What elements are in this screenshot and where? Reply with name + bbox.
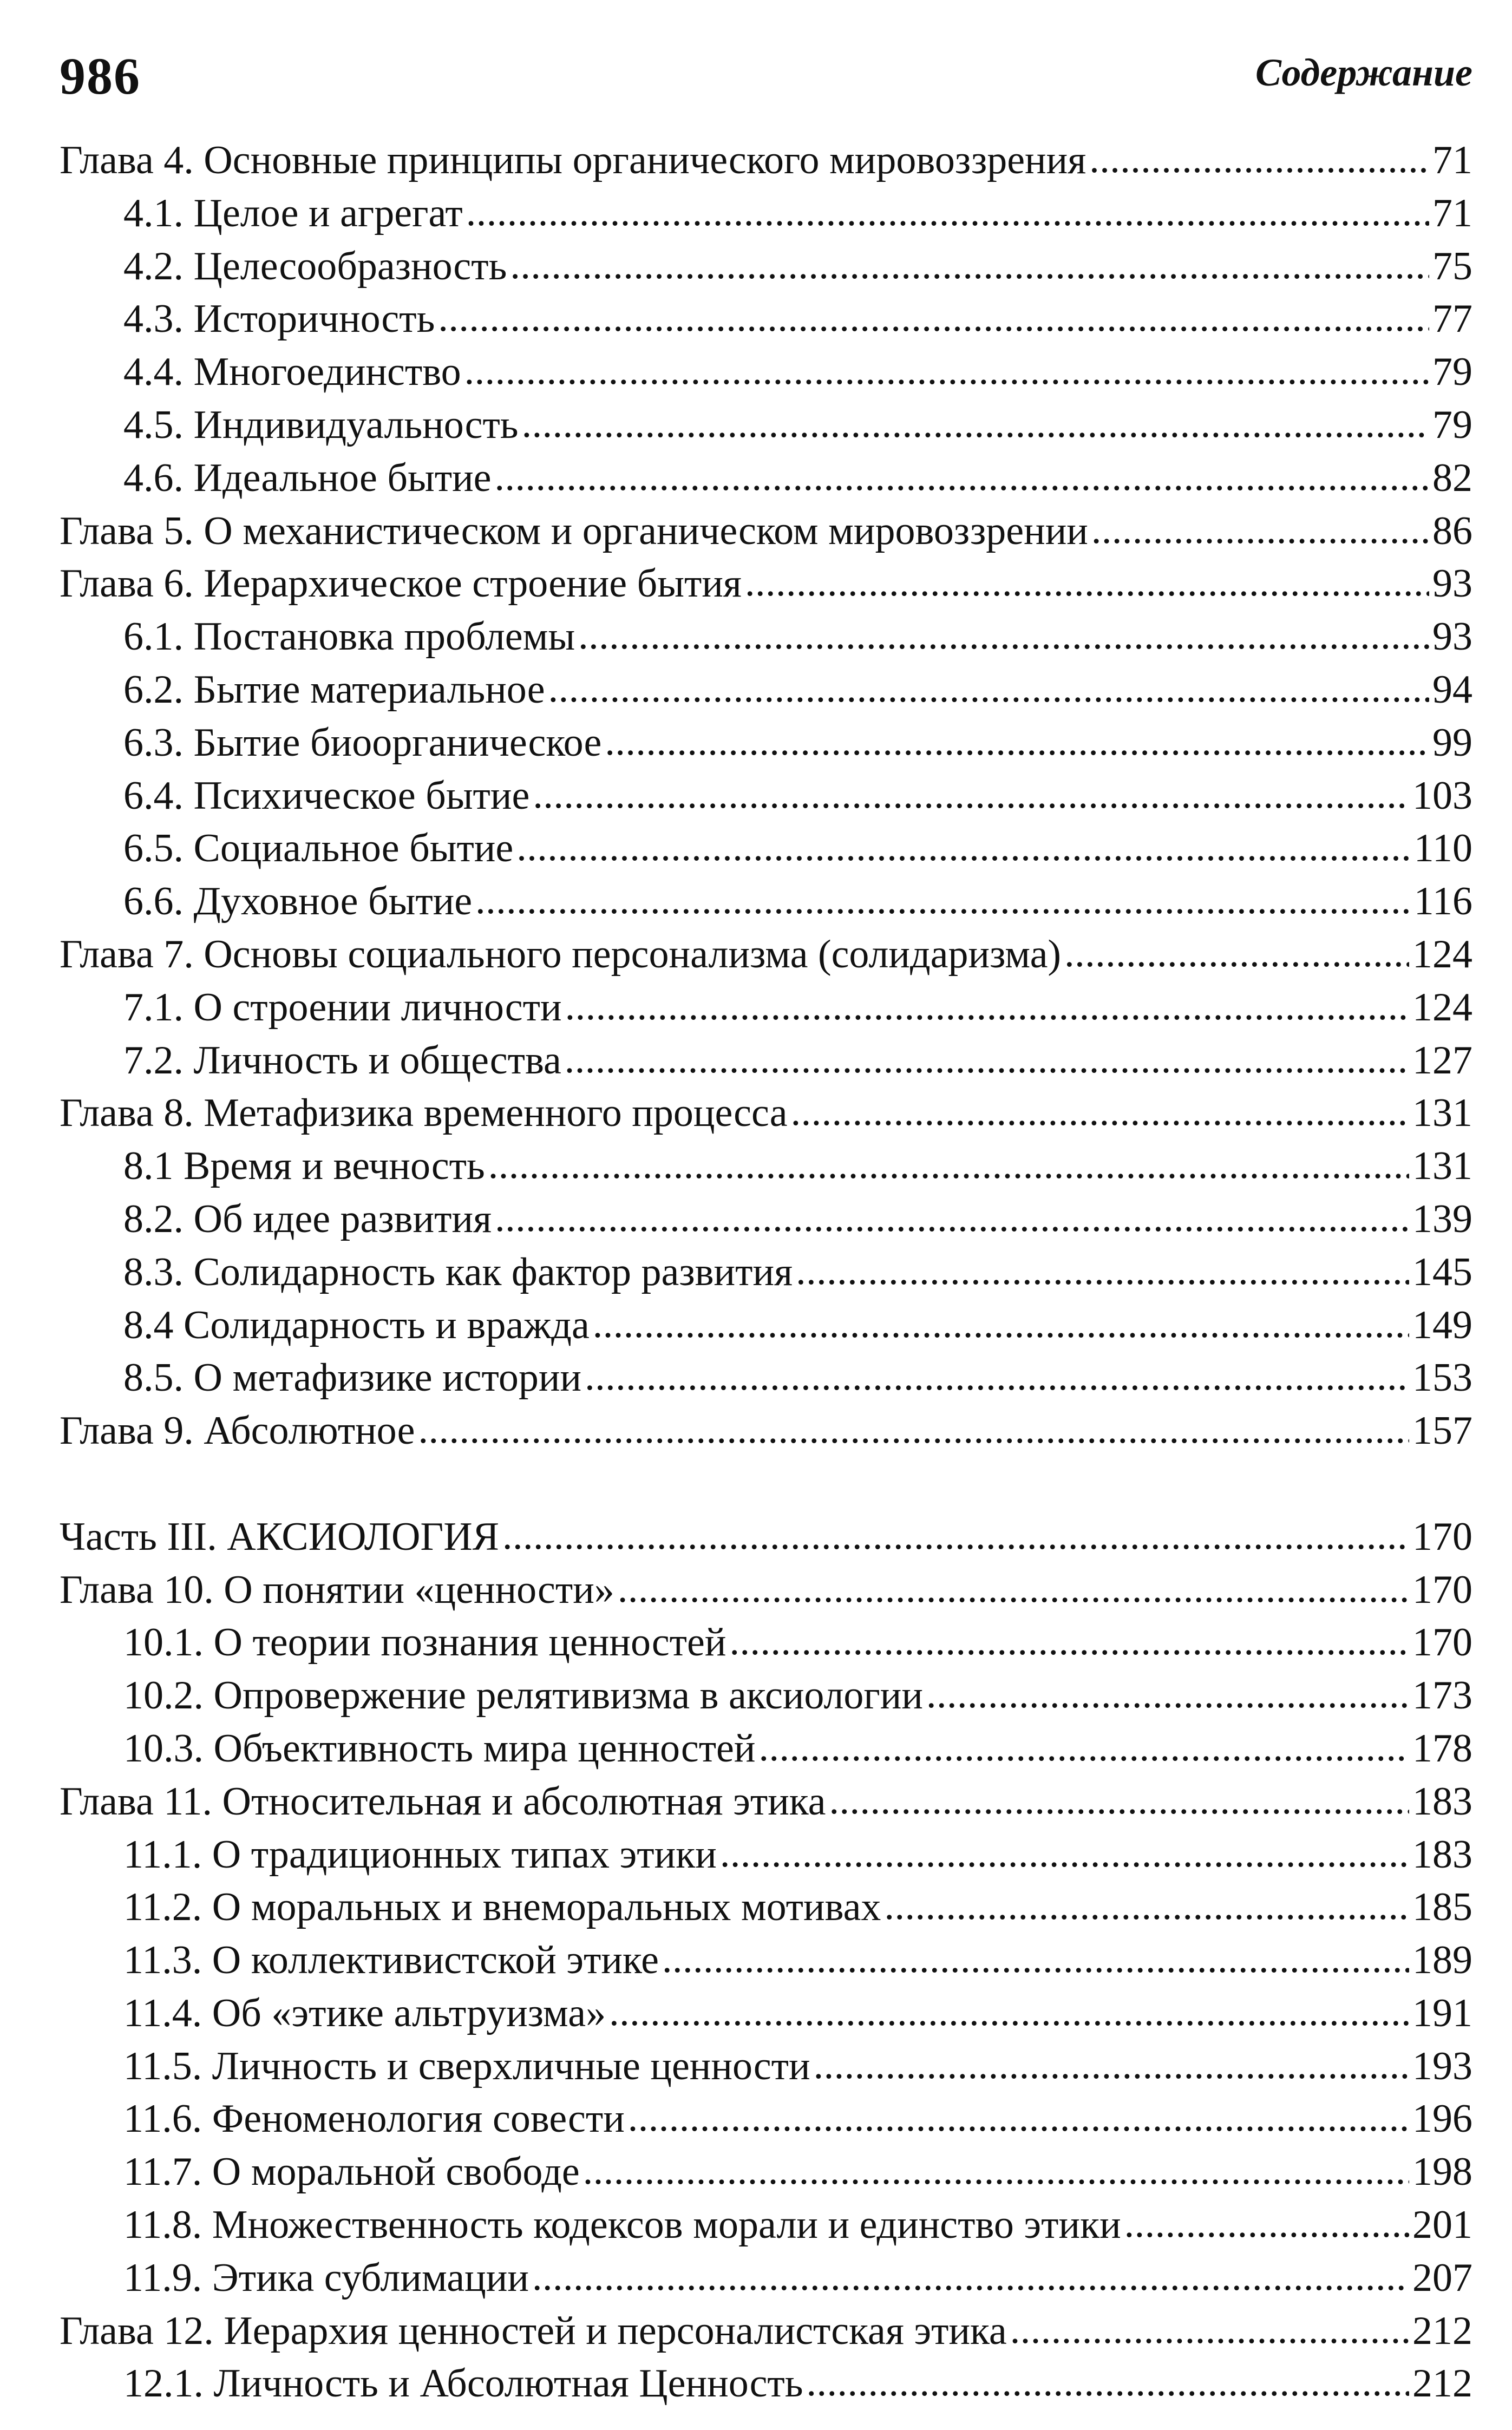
toc-entry-title: Глава 9. Абсолютное xyxy=(60,1409,415,1453)
toc-page-number: 145 xyxy=(1412,1249,1472,1294)
toc-page-number: 207 xyxy=(1412,2255,1472,2300)
toc-page-number: 93 xyxy=(1432,561,1472,606)
toc-page-number: 110 xyxy=(1413,826,1472,871)
toc-entry-title: 11.5. Личность и сверхличные ценности xyxy=(123,2043,810,2088)
toc-entry[interactable] xyxy=(60,2305,1472,2358)
toc-entry-title: 7.2. Личность и общества xyxy=(123,1038,561,1083)
dot-leader xyxy=(475,875,1411,927)
dot-leader xyxy=(745,558,1429,610)
toc-subentry[interactable] xyxy=(60,822,1472,875)
dot-leader xyxy=(1124,2199,1409,2251)
dot-leader xyxy=(495,1193,1409,1245)
toc-page-number: 178 xyxy=(1412,1726,1472,1771)
dot-leader xyxy=(1010,2305,1409,2357)
toc-subentry[interactable] xyxy=(60,2357,1472,2411)
toc-subentry[interactable] xyxy=(60,2252,1472,2305)
toc-subentry[interactable] xyxy=(60,1987,1472,2040)
toc-entry-title: 8.5. О метафизике истории xyxy=(123,1355,582,1400)
running-title: Содержание xyxy=(1255,51,1472,94)
page-number: 986 xyxy=(60,47,141,105)
toc-entry-title: 6.2. Бытие материальное xyxy=(123,667,545,712)
toc-page-number: 170 xyxy=(1412,1567,1472,1612)
book-page xyxy=(60,46,1472,2406)
toc-page-number: 196 xyxy=(1412,2097,1472,2141)
toc-subentry[interactable] xyxy=(60,187,1472,240)
toc-entry-title: 8.3. Солидарность как фактор развития xyxy=(123,1249,793,1294)
toc-subentry[interactable] xyxy=(60,770,1472,823)
toc-entry-title: 8.4 Солидарность и вражда xyxy=(123,1302,590,1347)
toc-entry[interactable] xyxy=(60,1564,1472,1617)
toc-entry[interactable] xyxy=(60,1087,1472,1140)
toc-subentry[interactable] xyxy=(60,1722,1472,1776)
toc-subentry[interactable] xyxy=(60,1246,1472,1299)
dot-leader xyxy=(814,2040,1409,2092)
toc-subentry[interactable] xyxy=(60,2146,1472,2199)
toc-entry-title: 11.6. Феноменология совести xyxy=(123,2097,625,2141)
toc-entry[interactable] xyxy=(60,1511,1472,1564)
dot-leader xyxy=(418,1405,1409,1457)
toc-entry-title: Глава 6. Иерархическое строение бытия xyxy=(60,561,742,606)
toc-entry[interactable] xyxy=(60,928,1472,981)
toc-entry-title: 11.7. О моральной свободе xyxy=(123,2150,580,2195)
toc-page-number: 153 xyxy=(1412,1355,1472,1400)
toc-page-number: 131 xyxy=(1412,1091,1472,1136)
dot-leader xyxy=(628,2093,1409,2145)
toc-entry-title: 6.5. Социальное бытие xyxy=(123,826,514,871)
toc-entry-title: Часть III. АКСИОЛОГИЯ xyxy=(60,1514,500,1559)
toc-entry[interactable] xyxy=(60,1776,1472,1829)
toc-subentry[interactable] xyxy=(60,1140,1472,1193)
dot-leader xyxy=(729,1616,1409,1668)
toc-entry-title: 4.5. Индивидуальность xyxy=(123,402,519,447)
page-header xyxy=(60,46,1472,127)
toc-entry-title: Глава 4. Основные принципы органического мировоззрения xyxy=(60,138,1086,182)
toc-subentry[interactable] xyxy=(60,1034,1472,1088)
toc-entry-title: 6.4. Психическое бытие xyxy=(123,773,530,818)
toc-entry-title: 11.8. Множественность кодексов морали и единство этики xyxy=(123,2203,1121,2248)
dot-leader xyxy=(618,1564,1409,1616)
dot-leader xyxy=(495,452,1429,504)
toc-entry-title: 4.1. Целое и агрегат xyxy=(123,191,463,235)
dot-leader xyxy=(662,1934,1409,1986)
toc-subentry[interactable] xyxy=(60,1934,1472,1987)
toc-page-number: 77 xyxy=(1432,297,1472,342)
toc-page-number: 183 xyxy=(1412,1832,1472,1877)
toc-entry[interactable] xyxy=(60,558,1472,611)
toc-entry-title: 6.3. Бытие биоорганическое xyxy=(123,720,602,765)
dot-leader xyxy=(1089,134,1429,186)
toc-entry-title: 6.1. Постановка проблемы xyxy=(123,614,575,659)
toc-subentry[interactable] xyxy=(60,1299,1472,1352)
dot-leader xyxy=(585,1352,1409,1404)
dot-leader xyxy=(464,346,1429,398)
dot-leader xyxy=(1091,505,1429,557)
toc-entry-title: Глава 11. Относительная и абсолютная этика xyxy=(60,1779,826,1824)
dot-leader xyxy=(516,822,1410,874)
dot-leader xyxy=(829,1776,1409,1828)
toc-entry-title: 6.6. Духовное бытие xyxy=(123,879,473,924)
toc-entry-title: 10.1. О теории познания ценностей xyxy=(123,1620,726,1665)
dot-leader xyxy=(720,1829,1409,1881)
toc-subentry[interactable] xyxy=(60,664,1472,717)
toc-subentry[interactable] xyxy=(60,452,1472,505)
toc-subentry[interactable] xyxy=(60,1193,1472,1246)
toc-entry-title: Глава 12. Иерархия ценностей и персоналистская этика xyxy=(60,2308,1007,2353)
toc-entry-title: 8.1 Время и вечность xyxy=(123,1144,485,1189)
toc-subentry[interactable] xyxy=(60,2199,1472,2252)
toc-entry[interactable] xyxy=(60,505,1472,558)
toc-entry-title: Глава 8. Метафизика временного процесса xyxy=(60,1091,788,1136)
toc-entry[interactable] xyxy=(60,1405,1472,1458)
toc-subentry[interactable] xyxy=(60,2040,1472,2093)
section-gap xyxy=(60,1458,1472,1511)
toc-subentry[interactable] xyxy=(60,1352,1472,1405)
dot-leader xyxy=(609,1987,1409,2039)
toc-entry-title: 12.1. Личность и Абсолютная Ценность xyxy=(123,2361,803,2406)
toc-page-number: 189 xyxy=(1412,1938,1472,1983)
toc-subentry[interactable] xyxy=(60,611,1472,664)
toc-subentry[interactable] xyxy=(60,1669,1472,1722)
toc-page-number: 185 xyxy=(1412,1885,1472,1930)
dot-leader xyxy=(593,1299,1409,1351)
toc-entry[interactable] xyxy=(60,134,1472,187)
toc-page-number: 116 xyxy=(1413,879,1472,924)
dot-leader xyxy=(488,1140,1409,1192)
dot-leader xyxy=(510,240,1429,292)
toc-page-number: 170 xyxy=(1412,1514,1472,1559)
toc-page-number: 86 xyxy=(1432,508,1472,553)
dot-leader xyxy=(578,611,1429,663)
toc-page-number: 131 xyxy=(1412,1144,1472,1189)
dot-leader xyxy=(565,981,1409,1033)
toc-page-number: 149 xyxy=(1412,1302,1472,1347)
toc-page-number: 173 xyxy=(1412,1673,1472,1718)
toc-page-number: 79 xyxy=(1432,402,1472,447)
toc-subentry[interactable] xyxy=(60,399,1472,452)
table-of-contents xyxy=(60,134,1472,2411)
toc-subentry[interactable] xyxy=(60,875,1472,928)
dot-leader xyxy=(522,399,1429,451)
toc-entry-title: Глава 7. Основы социального персонализма (солидаризма) xyxy=(60,932,1062,977)
toc-page-number: 127 xyxy=(1412,1038,1472,1083)
toc-entry-title: 10.2. Опровержение релятивизма в аксиологии xyxy=(123,1673,923,1718)
toc-entry-title: 4.2. Целесообразность xyxy=(123,244,507,289)
dot-leader xyxy=(605,717,1429,769)
dot-leader xyxy=(791,1087,1409,1139)
toc-page-number: 201 xyxy=(1412,2203,1472,2248)
dot-leader xyxy=(548,664,1429,716)
dot-leader xyxy=(759,1722,1410,1774)
toc-page-number: 93 xyxy=(1432,614,1472,659)
dot-leader xyxy=(502,1511,1409,1563)
toc-page-number: 170 xyxy=(1412,1620,1472,1665)
toc-entry-title: Глава 5. О механистическом и органическом мировоззрении xyxy=(60,508,1088,553)
toc-entry-title: Глава 10. О понятии «ценности» xyxy=(60,1567,614,1612)
toc-page-number: 124 xyxy=(1412,985,1472,1030)
toc-page-number: 75 xyxy=(1432,244,1472,289)
toc-entry-title: 4.3. Историчность xyxy=(123,297,435,342)
toc-entry-title: 11.2. О моральных и внеморальных мотивах xyxy=(123,1885,881,1930)
dot-leader xyxy=(926,1669,1409,1721)
dot-leader xyxy=(532,2252,1409,2304)
toc-subentry[interactable] xyxy=(60,1829,1472,1882)
dot-leader xyxy=(565,1034,1409,1086)
toc-subentry[interactable] xyxy=(60,2093,1472,2146)
toc-entry-title: 11.9. Этика сублимации xyxy=(123,2255,529,2300)
toc-page-number: 157 xyxy=(1412,1409,1472,1453)
toc-page-number: 212 xyxy=(1412,2361,1472,2406)
toc-entry-title: 11.4. Об «этике альтруизма» xyxy=(123,1990,606,2035)
toc-page-number: 79 xyxy=(1432,350,1472,395)
toc-page-number: 183 xyxy=(1412,1779,1472,1824)
toc-subentry[interactable] xyxy=(60,240,1472,293)
toc-subentry[interactable] xyxy=(60,1881,1472,1934)
toc-page-number: 139 xyxy=(1412,1196,1472,1241)
toc-entry-title: 11.3. О коллективистской этике xyxy=(123,1938,659,1983)
toc-subentry[interactable] xyxy=(60,717,1472,770)
toc-page-number: 71 xyxy=(1432,138,1472,182)
toc-subentry[interactable] xyxy=(60,1616,1472,1669)
dot-leader xyxy=(884,1881,1409,1933)
toc-page-number: 193 xyxy=(1412,2043,1472,2088)
toc-page-number: 99 xyxy=(1432,720,1472,765)
toc-subentry[interactable] xyxy=(60,293,1472,346)
toc-page-number: 124 xyxy=(1412,932,1472,977)
dot-leader xyxy=(583,2146,1409,2198)
toc-entry-title: 10.3. Объективность мира ценностей xyxy=(123,1726,756,1771)
toc-page-number: 212 xyxy=(1412,2308,1472,2353)
toc-page-number: 198 xyxy=(1412,2150,1472,2195)
toc-subentry[interactable] xyxy=(60,981,1472,1034)
toc-page-number: 191 xyxy=(1412,1990,1472,2035)
dot-leader xyxy=(466,187,1429,239)
dot-leader xyxy=(438,293,1429,345)
toc-entry-title: 7.1. О строении личности xyxy=(123,985,562,1030)
toc-page-number: 71 xyxy=(1432,191,1472,235)
dot-leader xyxy=(796,1246,1409,1298)
dot-leader xyxy=(807,2357,1409,2409)
dot-leader xyxy=(533,770,1409,822)
toc-page-number: 82 xyxy=(1432,455,1472,500)
toc-entry-title: 11.1. О традиционных типах этики xyxy=(123,1832,717,1877)
toc-page-number: 103 xyxy=(1412,773,1472,818)
toc-subentry[interactable] xyxy=(60,346,1472,399)
toc-page-number: 94 xyxy=(1432,667,1472,712)
toc-entry-title: 8.2. Об идее развития xyxy=(123,1196,492,1241)
dot-leader xyxy=(1064,928,1409,980)
toc-entry-title: 4.4. Многоединство xyxy=(123,350,461,395)
toc-entry-title: 4.6. Идеальное бытие xyxy=(123,455,492,500)
